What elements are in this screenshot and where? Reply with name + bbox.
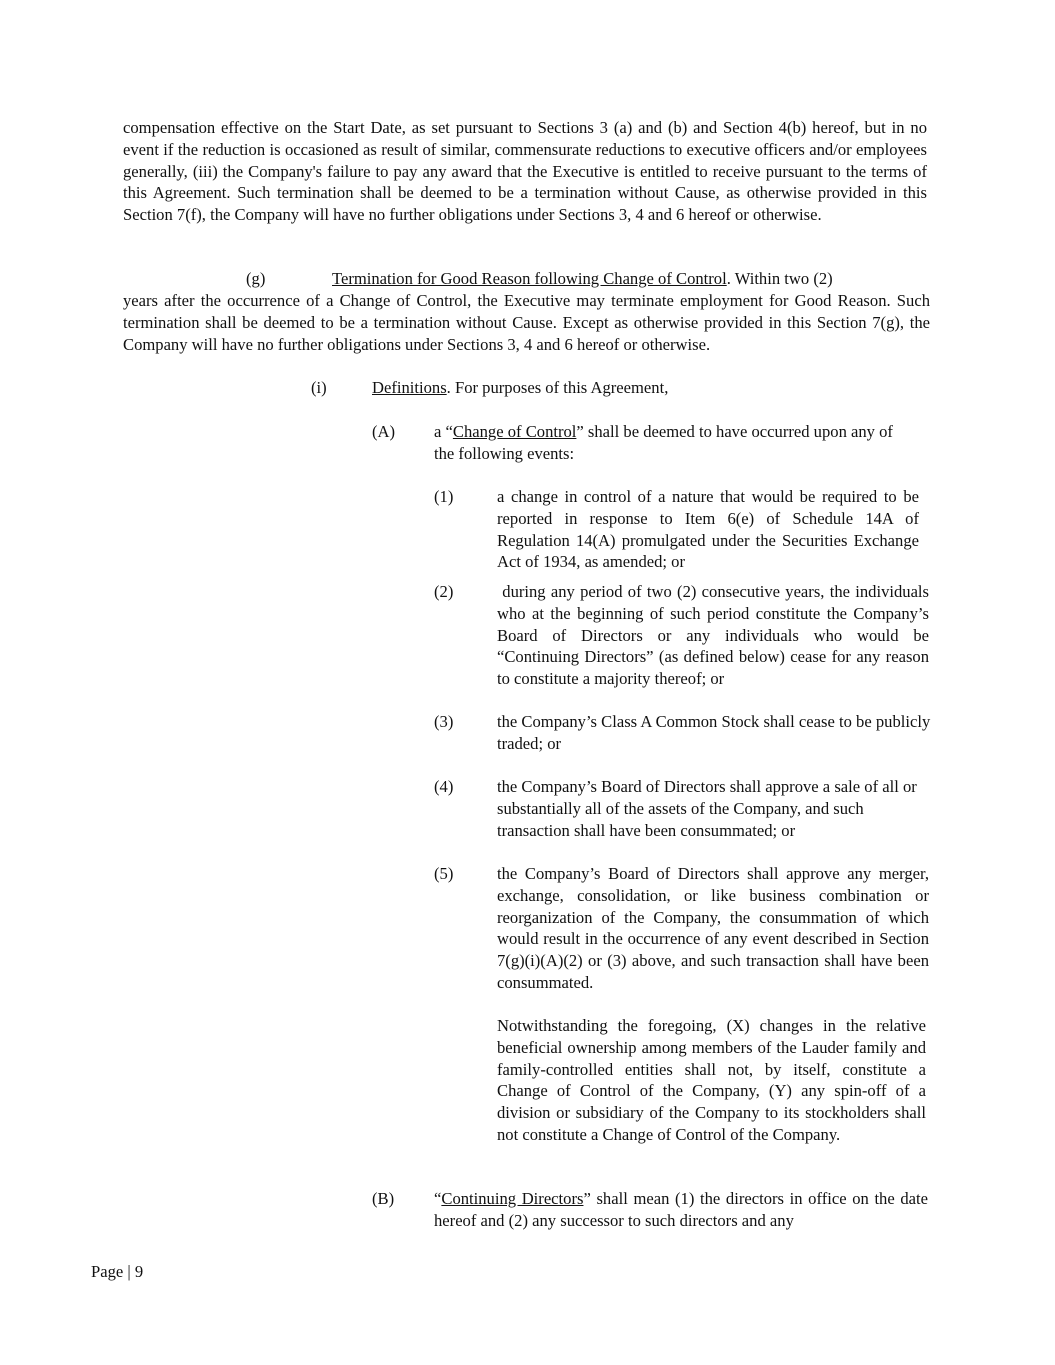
paragraph-intro: compensation effective on the Start Date, as set pursuant to Sections 3 (a) and (b) and Section 4(b) hereof, but in no event if the reduction is occasioned as result of similar, commensurate reductions to executive officers and/or employees generally, (iii) the Company's failure to pay any award that the Executive is entitled to receive pursuant to the terms of this Agreement. Such termination shall be deemed to be a termination without Cause, as otherwise provided in this Section 7(f), the Company will have no further obligations under Sections 3, 4 and 6 hereof or otherwise.	[123, 118, 927, 225]
section-g-label: (g)	[246, 269, 266, 288]
item-4-label: (4)	[434, 777, 454, 796]
item-2-text: during any period of two (2) consecutive years, the individuals who at the beginning of such period constitute the Company’s Board of Directors or any individuals who would be “Continuing Directors” (as defined below) cease for any reason to constitute a majority thereof; or	[497, 582, 934, 689]
item-a-text	[434, 421, 912, 465]
definitions-heading: Definitions	[372, 378, 447, 397]
section-g-first-line-tail: . Within two (2)	[726, 269, 833, 288]
section-g-body: years after the occurrence of a Change of Control, the Executive may terminate employment for Good Reason. Such termination shall be deemed to be a termination without Cause. Except as otherwise provided in this Section 7(g), the Company will have no further obligations under Sections 3, 4 and 6 hereof or otherwise.	[123, 291, 930, 354]
item-2-label: (2)	[434, 582, 454, 601]
item-1-label: (1)	[434, 487, 454, 506]
item-4-text: the Company’s Board of Directors shall approve a sale of all or substantially all of the assets of the Company, and such transaction shall have been consummated; or	[497, 777, 917, 840]
item-1-text: a change in control of a nature that would be required to be reported in response to Item 6(e) of Schedule 14A of Regulation 14(A) promulgated under the Securities Exchange Act of 1934, as amended; or	[497, 487, 919, 572]
item-b-label: (B)	[372, 1189, 395, 1208]
item-a-label: (A)	[372, 422, 396, 441]
change-of-control-term: Change of Control	[452, 422, 577, 441]
section-g-heading: Termination for Good Reason following Change of Control	[332, 269, 727, 288]
item-5-label: (5)	[434, 864, 454, 883]
item-5-text: the Company’s Board of Directors shall approve any merger, exchange, consolidation, or like business combination or reorganization of the Company, the consummation of which would result in the occurrence of any event described in Section 7(g)(i)(A)(2) or (3) above, and such transaction shall have been consummated.	[497, 864, 929, 992]
notwithstanding-paragraph: Notwithstanding the foregoing, (X) changes in the relative beneficial ownership among members of the Lauder family and family-controlled entities shall not, by itself, constitute a Change of Control of the Company, (Y) any spin-off of a division or subsidiary of the Company to its stockholders shall not constitute a Change of Control of the Company.	[497, 1016, 926, 1144]
item-3-label: (3)	[434, 712, 454, 731]
section-g-first-line	[332, 268, 927, 290]
item-b-prefix: “	[434, 1189, 442, 1208]
item-a-prefix: a “	[434, 422, 453, 441]
item-b-text	[434, 1188, 928, 1232]
page-number: Page | 9	[91, 1262, 144, 1281]
sub-i-line	[372, 377, 668, 399]
sub-i-label: (i)	[311, 378, 327, 397]
item-3-text: the Company’s Class A Common Stock shall cease to be publicly traded; or	[497, 712, 931, 753]
sub-i-text: . For purposes of this Agreement,	[446, 378, 669, 397]
item-a-suffix: ” shall be deemed to have occurred upon any of the following events:	[434, 422, 893, 463]
continuing-directors-term: Continuing Directors	[441, 1189, 584, 1208]
item-b-suffix: ” shall mean (1) the directors in office on the date hereof and (2) any successor to such directors and any	[434, 1189, 928, 1230]
